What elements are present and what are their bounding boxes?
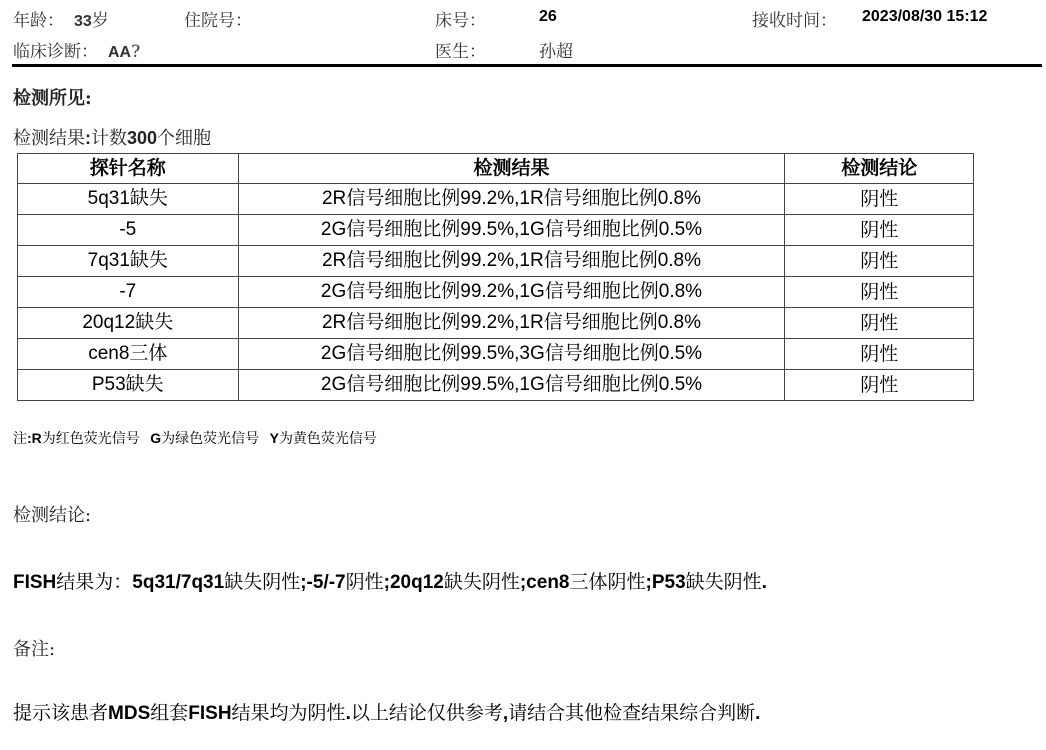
remarks-dot: . [345, 703, 351, 724]
bed-label: 床号： [435, 11, 486, 31]
note-prefix: 注 [13, 431, 27, 447]
note-g-text: 为绿色荧光信号 [161, 431, 260, 447]
findings-title: 检测所见: [13, 88, 92, 109]
remarks-t2: 组套 [150, 702, 189, 724]
conclusion-t4: 三体阴性 [569, 571, 646, 593]
remarks-t4: 以上结论仅供参考 [350, 702, 503, 724]
conclusion-t1: 缺失阴性 [224, 571, 301, 593]
count-unit: 个细胞 [157, 128, 212, 149]
note-y: Y [269, 430, 279, 446]
note-g: G [150, 430, 162, 446]
conclusion-p5: ;P53 [645, 572, 686, 593]
result-cell: 2R信号细胞比例99.2%,1R信号细胞比例0.8% [238, 246, 785, 277]
probe-cell: P53缺失 [18, 370, 239, 401]
result-cell: 2R信号细胞比例99.2%,1R信号细胞比例0.8% [238, 184, 785, 215]
remarks-mds: MDS [108, 703, 151, 724]
remarks-text [13, 698, 760, 725]
note-y-text: 为黄色荧光信号 [278, 431, 377, 447]
probe-cell: -7 [18, 277, 239, 308]
header-conclusion: 检测结论 [785, 154, 974, 184]
header-divider [12, 64, 1042, 67]
conclusion-cell: 阴性 [785, 370, 974, 401]
remarks-comma: , [502, 703, 509, 724]
header-diagnosis [13, 37, 140, 62]
conclusion-cell: 阴性 [785, 308, 974, 339]
age-value: 33 [74, 13, 92, 30]
diagnosis-mark: ? [131, 42, 141, 62]
table-row [18, 370, 974, 401]
conclusion-end: . [761, 572, 767, 593]
remarks-fish: FISH [188, 703, 232, 724]
table-row [18, 246, 974, 277]
result-cell: 2G信号细胞比例99.2%,1G信号细胞比例0.8% [238, 277, 785, 308]
conclusion-t2: 阴性 [345, 571, 384, 593]
remarks-t5: 请结合其他检查结果综合判断 [508, 702, 756, 724]
conclusion-cell: 阴性 [785, 277, 974, 308]
bed-value: 26 [539, 8, 557, 25]
table-row [18, 184, 974, 215]
table-row [18, 277, 974, 308]
table-header-row [18, 154, 974, 184]
probe-cell: 5q31缺失 [18, 184, 239, 215]
signal-note [13, 428, 377, 448]
count-prefix: 检测结果 [13, 128, 85, 149]
results-table [17, 153, 974, 401]
probe-cell: -5 [18, 215, 239, 246]
received-label: 接收时间： [752, 11, 837, 31]
table-row [18, 308, 974, 339]
table-row [18, 215, 974, 246]
conclusion-fish: FISH [13, 572, 57, 593]
received-value: 2023/08/30 15:12 [862, 8, 988, 25]
conclusion-p4: ;cen8 [519, 572, 570, 593]
remarks-t3: 结果均为阴性 [231, 702, 346, 724]
conclusion-cell: 阴性 [785, 246, 974, 277]
conclusion-p2: ;-5/-7 [300, 572, 346, 593]
table-row [18, 339, 974, 370]
conclusion-cell: 阴性 [785, 215, 974, 246]
age-label: 年龄： [13, 11, 64, 31]
diagnosis-value: AA [108, 44, 132, 61]
conclusion-text [13, 567, 767, 594]
conclusion-cell: 阴性 [785, 339, 974, 370]
probe-cell: 7q31缺失 [18, 246, 239, 277]
remarks-end: . [755, 703, 761, 724]
header-result: 检测结果 [238, 154, 785, 184]
result-cell: 2R信号细胞比例99.2%,1R信号细胞比例0.8% [238, 308, 785, 339]
result-cell: 2G信号细胞比例99.5%,1G信号细胞比例0.5% [238, 215, 785, 246]
header-probe: 探针名称 [18, 154, 239, 184]
findings-count [13, 124, 211, 150]
conclusion-t5: 缺失阴性 [685, 571, 762, 593]
probe-cell: cen8三体 [18, 339, 239, 370]
count-text: 计数 [91, 128, 127, 149]
admission-label: 住院号： [184, 11, 252, 31]
remarks-title: 备注: [13, 639, 56, 660]
result-cell: 2G信号细胞比例99.5%,1G信号细胞比例0.5% [238, 370, 785, 401]
diagnosis-label: 临床诊断： [13, 42, 98, 62]
conclusion-cell: 阴性 [785, 184, 974, 215]
note-r-text: 为红色荧光信号 [41, 431, 140, 447]
conclusion-result-label: 结果为： [56, 571, 133, 593]
conclusion-t3: 缺失阴性 [443, 571, 520, 593]
header-age [13, 6, 109, 31]
note-r: R [31, 430, 42, 446]
doctor-value: 孙超 [539, 42, 573, 62]
conclusion-p3: ;20q12 [383, 572, 444, 593]
count-value: 300 [127, 128, 158, 148]
remarks-t1: 提示该患者 [13, 702, 109, 724]
header-admission [184, 6, 252, 31]
conclusion-title: 检测结论: [13, 505, 92, 526]
probe-cell: 20q12缺失 [18, 308, 239, 339]
age-unit: 岁 [91, 11, 109, 31]
count-colon: : [85, 128, 91, 148]
note-colon: : [27, 430, 32, 446]
doctor-label: 医生： [435, 42, 486, 62]
result-cell: 2G信号细胞比例99.5%,3G信号细胞比例0.5% [238, 339, 785, 370]
conclusion-p1: 5q31/7q31 [132, 572, 225, 593]
